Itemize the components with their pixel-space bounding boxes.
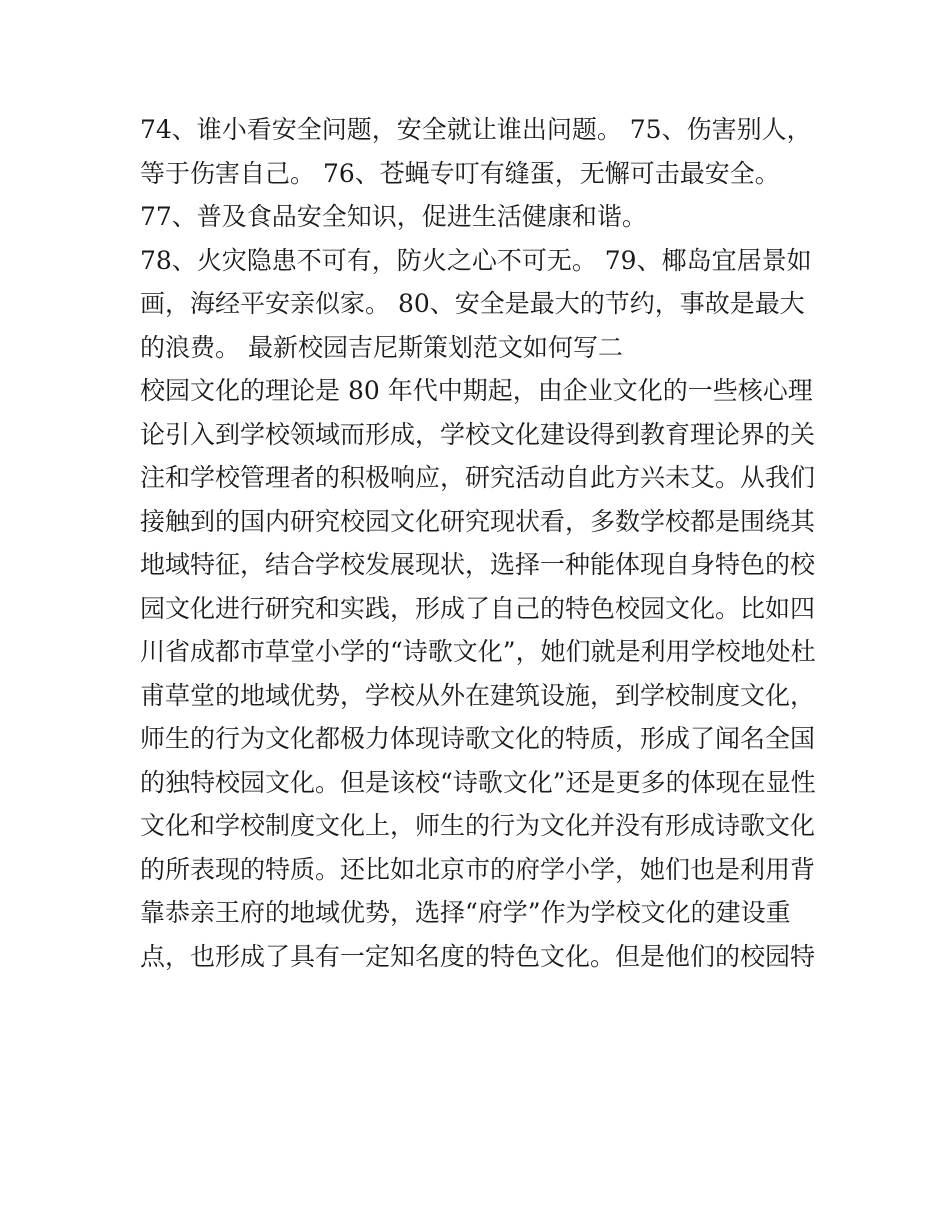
text-line: 文化和学校制度文化上，师生的行为文化并没有形成诗歌文化 (140, 811, 816, 840)
text-line: 师生的行为文化都极力体现诗歌文化的特质，形成了闻名全国 (140, 724, 816, 753)
text-line: 甫草堂的地域优势，学校从外在建筑设施，到学校制度文化， (140, 680, 816, 710)
text-line: 园文化进行研究和实践，形成了自己的特色校园文化。比如四 (140, 593, 816, 623)
text-line: 论引入到学校领域而形成，学校文化建设得到教育理论界的关 (140, 419, 816, 449)
text-line: 接触到的国内研究校园文化研究现状看，多数学校都是围绕其 (140, 506, 816, 536)
text-line: 的所表现的特质。还比如北京市的府学小学，她们也是利用背 (140, 854, 816, 884)
text-line: 的浪费。 最新校园吉尼斯策划范文如何写二 (140, 332, 623, 362)
text-line: 校园文化的理论是 80 年代中期起，由企业文化的一些核心理 (140, 376, 813, 405)
text-line: 78、火灾隐患不可有，防火之心不可无。 79、椰岛宜居景如 (140, 245, 812, 275)
text-line: 川省成都市草堂小学的“诗歌文化”，她们就是利用学校地处杜 (140, 637, 816, 666)
text-line: 注和学校管理者的积极响应，研究活动自此方兴未艾。从我们 (140, 463, 816, 492)
document-body (140, 108, 830, 978)
text-line: 77、普及食品安全知识，促进生活健康和谐。 (140, 202, 647, 231)
text-line: 74、谁小看安全问题，安全就让谁出问题。 75、伤害别人， (140, 115, 812, 144)
text-line: 点，也形成了具有一定知名度的特色文化。但是他们的校园特 (140, 941, 816, 971)
text-line: 的独特校园文化。但是该校“诗歌文化”还是更多的体现在显性 (140, 767, 816, 797)
text-line: 等于伤害自己。 76、苍蝇专叮有缝蛋，无懈可击最安全。 (140, 158, 780, 188)
text-line: 画，海经平安亲似家。 80、安全是最大的节约，事故是最大 (140, 289, 805, 318)
text-line: 地域特征，结合学校发展现状，选择一种能体现自身特色的校 (140, 550, 816, 579)
text-line: 靠恭亲王府的地域优势，选择“府学”作为学校文化的建设重 (140, 898, 791, 927)
